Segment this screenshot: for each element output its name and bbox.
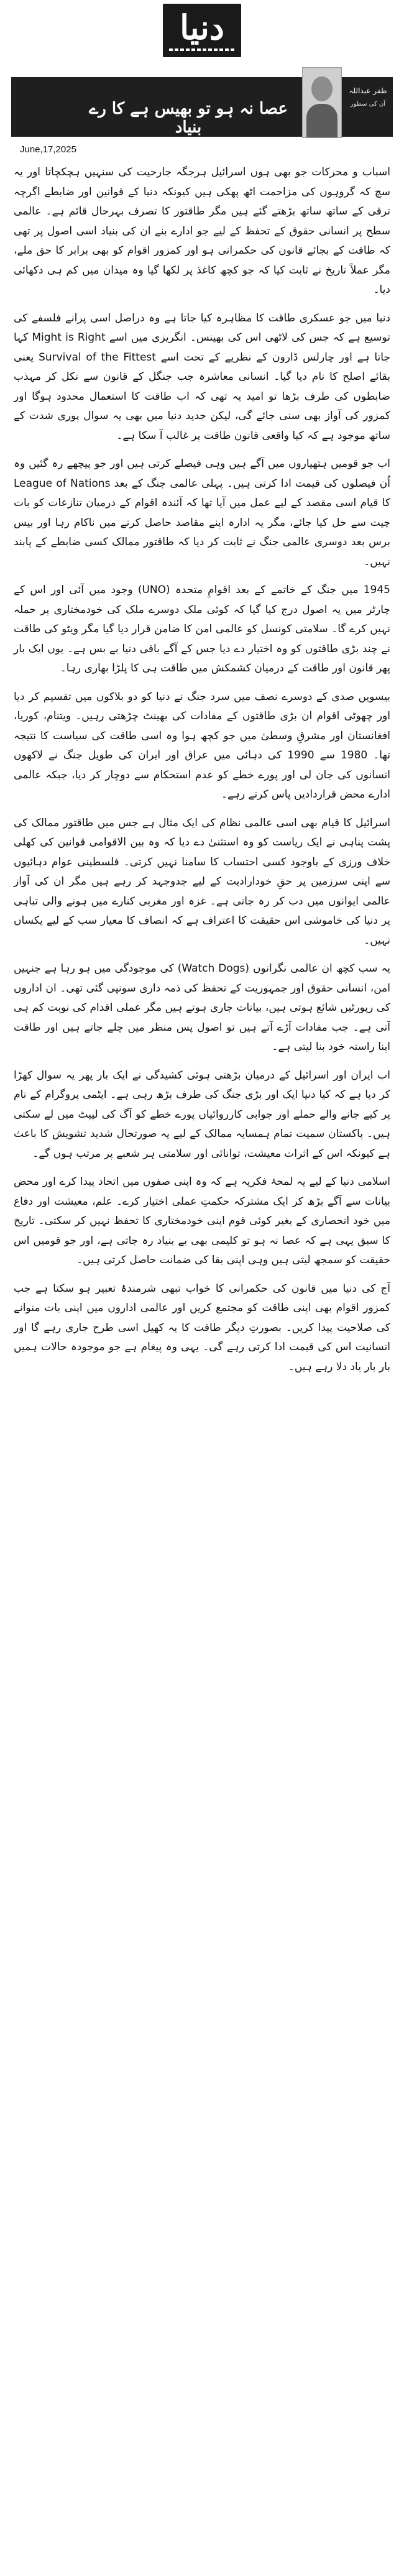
article-paragraph: اسباب و محرکات جو بھی ہوں اسرائیل ہرجگہ جارحیت کی سنہیں ہچکچاتا اور یہ سچ کہ گروہوں کی مزاحمت اٹھ پھکی ہیں کیونکہ دنیا کے قوانین اور ضابطے اگرچہ ترقی کے ساتھ ساتھ بڑھتے گئے ہیں مگر طاقتور کا تصرف بہرحال قائم ہے۔ عالمی سطح پر انسانی حقوق کے تحفظ کے لیے جو ادارے بنے ان کی بنیاد اسی اصول پر تھی کہ طاقت کے بجائے قانون کی حکمرانی ہو اور کمزور اقوام کو بھی برابر کا حق ملے، مگر عملاً تاریخ نے ثابت کیا کہ جو کچھ کاغذ پر لکھا گیا وہ میدان میں کم ہی دکھائی دیا۔	[14, 166, 390, 296]
avatar-body-icon	[306, 104, 337, 137]
article-body	[14, 163, 390, 1386]
article-paragraph: اسرائیل کا قیام بھی اسی عالمی نظام کی ایک مثال ہے جس میں طاقتور ممالک کی پشت پناہی نے ایک ریاست کو وہ استثنیٰ دے دیا کہ وہ بین الاقوامی قوانین کی کھلی خلاف ورزی کے باوجود کسی احتساب کا سامنا نہیں کرتی۔ فلسطینی عوام دہائیوں سے اپنی سرزمین پر حقِ خودارادیت کے لیے جدوجہد کر رہے ہیں مگر ان کی آواز عالمی ایوانوں میں دب کر رہ جاتی ہے۔ غزہ اور مغربی کنارے میں ہونے والی تباہی پر دنیا کی خاموشی اس حقیقت کا اعتراف ہے کہ انصاف کا معیار سب کے لیے یکساں نہیں۔	[14, 816, 390, 947]
publish-date: June,17,2025	[20, 144, 76, 155]
article-paragraph: اب ایران اور اسرائیل کے درمیان بڑھتی ہوئی کشیدگی نے ایک بار پھر یہ سوال کھڑا کر دیا ہے کہ کیا دنیا ایک اور بڑی جنگ کی طرف بڑھ رہی ہے۔ ایٹمی پروگرام کے نام پر کیے جانے والے حملے اور جوابی کارروائیاں پورے خطے کو آگ کی لپیٹ میں لے سکتی ہیں۔ پاکستان سمیت تمام ہمسایہ ممالک کے لیے یہ صورتحال شدید تشویش کا باعث ہے کیونکہ اس کے اثرات معیشت، توانائی اور سلامتی ہر شعبے پر مرتب ہوں گے۔	[14, 1069, 390, 1160]
article-paragraph: دنیا میں جو عسکری طاقت کا مظاہرہ کیا جاتا ہے وہ دراصل اسی پرانے فلسفے کی توسیع ہے کہ جس کی لاٹھی اس کی بھینس۔ انگریزی میں اسے Might is Right کہا جاتا ہے اور چارلس ڈارون کے نظریے کے تحت اسے Survival of the Fittest یعنی بقائے اصلح کا نام دیا گیا۔ انسانی معاشرہ جب جنگل کے قانون سے نکل کر مہذب ضابطوں کی طرف بڑھا تو امید یہ تھی کہ اب طاقت کا استعمال محدود ہوگا اور کمزور کی آواز بھی سنی جائے گی، لیکن جدید دنیا میں بھی یہ سوال پوری شدت کے ساتھ موجود ہے کہ کیا واقعی قانون طاقت پر غالب آ سکا ہے۔	[14, 311, 390, 442]
newspaper-logo	[163, 4, 241, 57]
logo-text: دنیا	[180, 7, 224, 47]
article-paragraph: 1945 میں جنگ کے خاتمے کے بعد اقوامِ متحدہ (UNO) وجود میں آئی اور اس کے چارٹر میں یہ اصول درج کیا گیا کہ کوئی ملک دوسرے ملک کی خودمختاری پر حملہ نہیں کرے گا۔ سلامتی کونسل کو عالمی امن کا ضامن قرار دیا گیا مگر ویٹو کی طاقت نے چند بڑی طاقتوں کو وہ اختیار دے دیا جس کے آگے باقی دنیا بے بس ہے۔ یوں ایک بار پھر قانون اور طاقت کے درمیان کشمکش میں طاقت ہی کا پلڑا بھاری رہا۔	[14, 584, 390, 674]
author-avatar	[302, 67, 342, 138]
author-name: ظفر عبداللہ	[349, 86, 387, 95]
article-paragraph: اب جو قومیں ہتھیاروں میں آگے ہیں وہی فیصلے کرتی ہیں اور جو پیچھے رہ گئیں وہ اُن فیصلوں کی قیمت ادا کرتی ہیں۔ پہلی عالمی جنگ کے بعد League of Nations کا قیام اسی مقصد کے لیے عمل میں آیا تھا کہ آئندہ اقوام کے درمیان تنازعات کو بات چیت سے حل کیا جائے، مگر یہ ادارہ اپنے مقاصد حاصل کرنے میں ناکام رہا اور بیس برس بعد دوسری عالمی جنگ نے ثابت کر دیا کہ طاقتور ممالک کسی ضابطے کے پابند نہیں۔	[14, 458, 390, 568]
column-header	[11, 67, 393, 154]
article-paragraph: بیسویں صدی کے دوسرے نصف میں سرد جنگ نے دنیا کو دو بلاکوں میں تقسیم کر دیا اور چھوٹی اقوام ان بڑی طاقتوں کے مفادات کی بھینٹ چڑھتی رہیں۔ ویتنام، کوریا، افغانستان اور مشرقِ وسطیٰ میں جو کچھ ہوا وہ اسی طاقت کی سیاست کا نتیجہ تھا۔ 1980 سے 1990 کی دہائی میں عراق اور ایران کی طویل جنگ نے لاکھوں انسانوں کی جان لی اور پورے خطے کو عدم استحکام سے دوچار کر دیا، جبکہ عالمی ادارے محض قراردادیں پاس کرتے رہے۔	[14, 690, 391, 801]
article-paragraph: یہ سب کچھ ان عالمی نگرانوں (Watch Dogs) کی موجودگی میں ہو رہا ہے جنہیں امن، انسانی حقوق اور جمہوریت کے تحفظ کی ذمہ داری سونپی گئی تھی۔ ان اداروں کی رپورٹیں شائع ہوتی ہیں، بیانات جاری ہوتے ہیں مگر عملی اقدام کی نوبت کم ہی آتی ہے۔ جب مفادات آڑے آتے ہیں تو اصول پس منظر میں چلے جاتے ہیں اور طاقت اپنا راستہ خود بنا لیتی ہے۔	[14, 962, 391, 1053]
avatar-head-icon	[311, 76, 333, 101]
column-title: عصا نہ ہو تو بھیس ہے کا رے بنیاد	[89, 99, 288, 137]
author-subtitle: آن کی سطور	[350, 101, 386, 108]
article-paragraph: آج کی دنیا میں قانون کی حکمرانی کا خواب تبھی شرمندۂ تعبیر ہو سکتا ہے جب کمزور اقوام بھی اپنی طاقت کو مجتمع کریں اور عالمی اداروں میں اپنی بات منوانے کی صلاحیت پیدا کریں۔ بصورتِ دیگر طاقت کا یہ کھیل اسی طرح جاری رہے گا اور انسانیت اس کی قیمت ادا کرتی رہے گی۔ یہی وہ پیغام ہے جو موجودہ حالات ہمیں بار بار یاد دلا رہے ہیں۔	[14, 1282, 390, 1373]
article-paragraph: اسلامی دنیا کے لیے یہ لمحۂ فکریہ ہے کہ وہ اپنی صفوں میں اتحاد پیدا کرے اور محض بیانات سے آگے بڑھ کر ایک مشترکہ حکمتِ عملی اختیار کرے۔ علم، معیشت اور دفاع میں خود انحصاری کے بغیر کوئی قوم اپنی خودمختاری کا تحفظ نہیں کر سکتی۔ تاریخ کا سبق یہی ہے کہ عصا نہ ہو تو کلیمی بھی بے بنیاد رہ جاتی ہے، اور جو قومیں اس حقیقت کو سمجھ لیتی ہیں وہی اپنی بقا کی ضمانت حاصل کرتی ہیں۔	[14, 1175, 390, 1266]
logo-decoration	[169, 48, 235, 51]
masthead	[0, 0, 404, 62]
